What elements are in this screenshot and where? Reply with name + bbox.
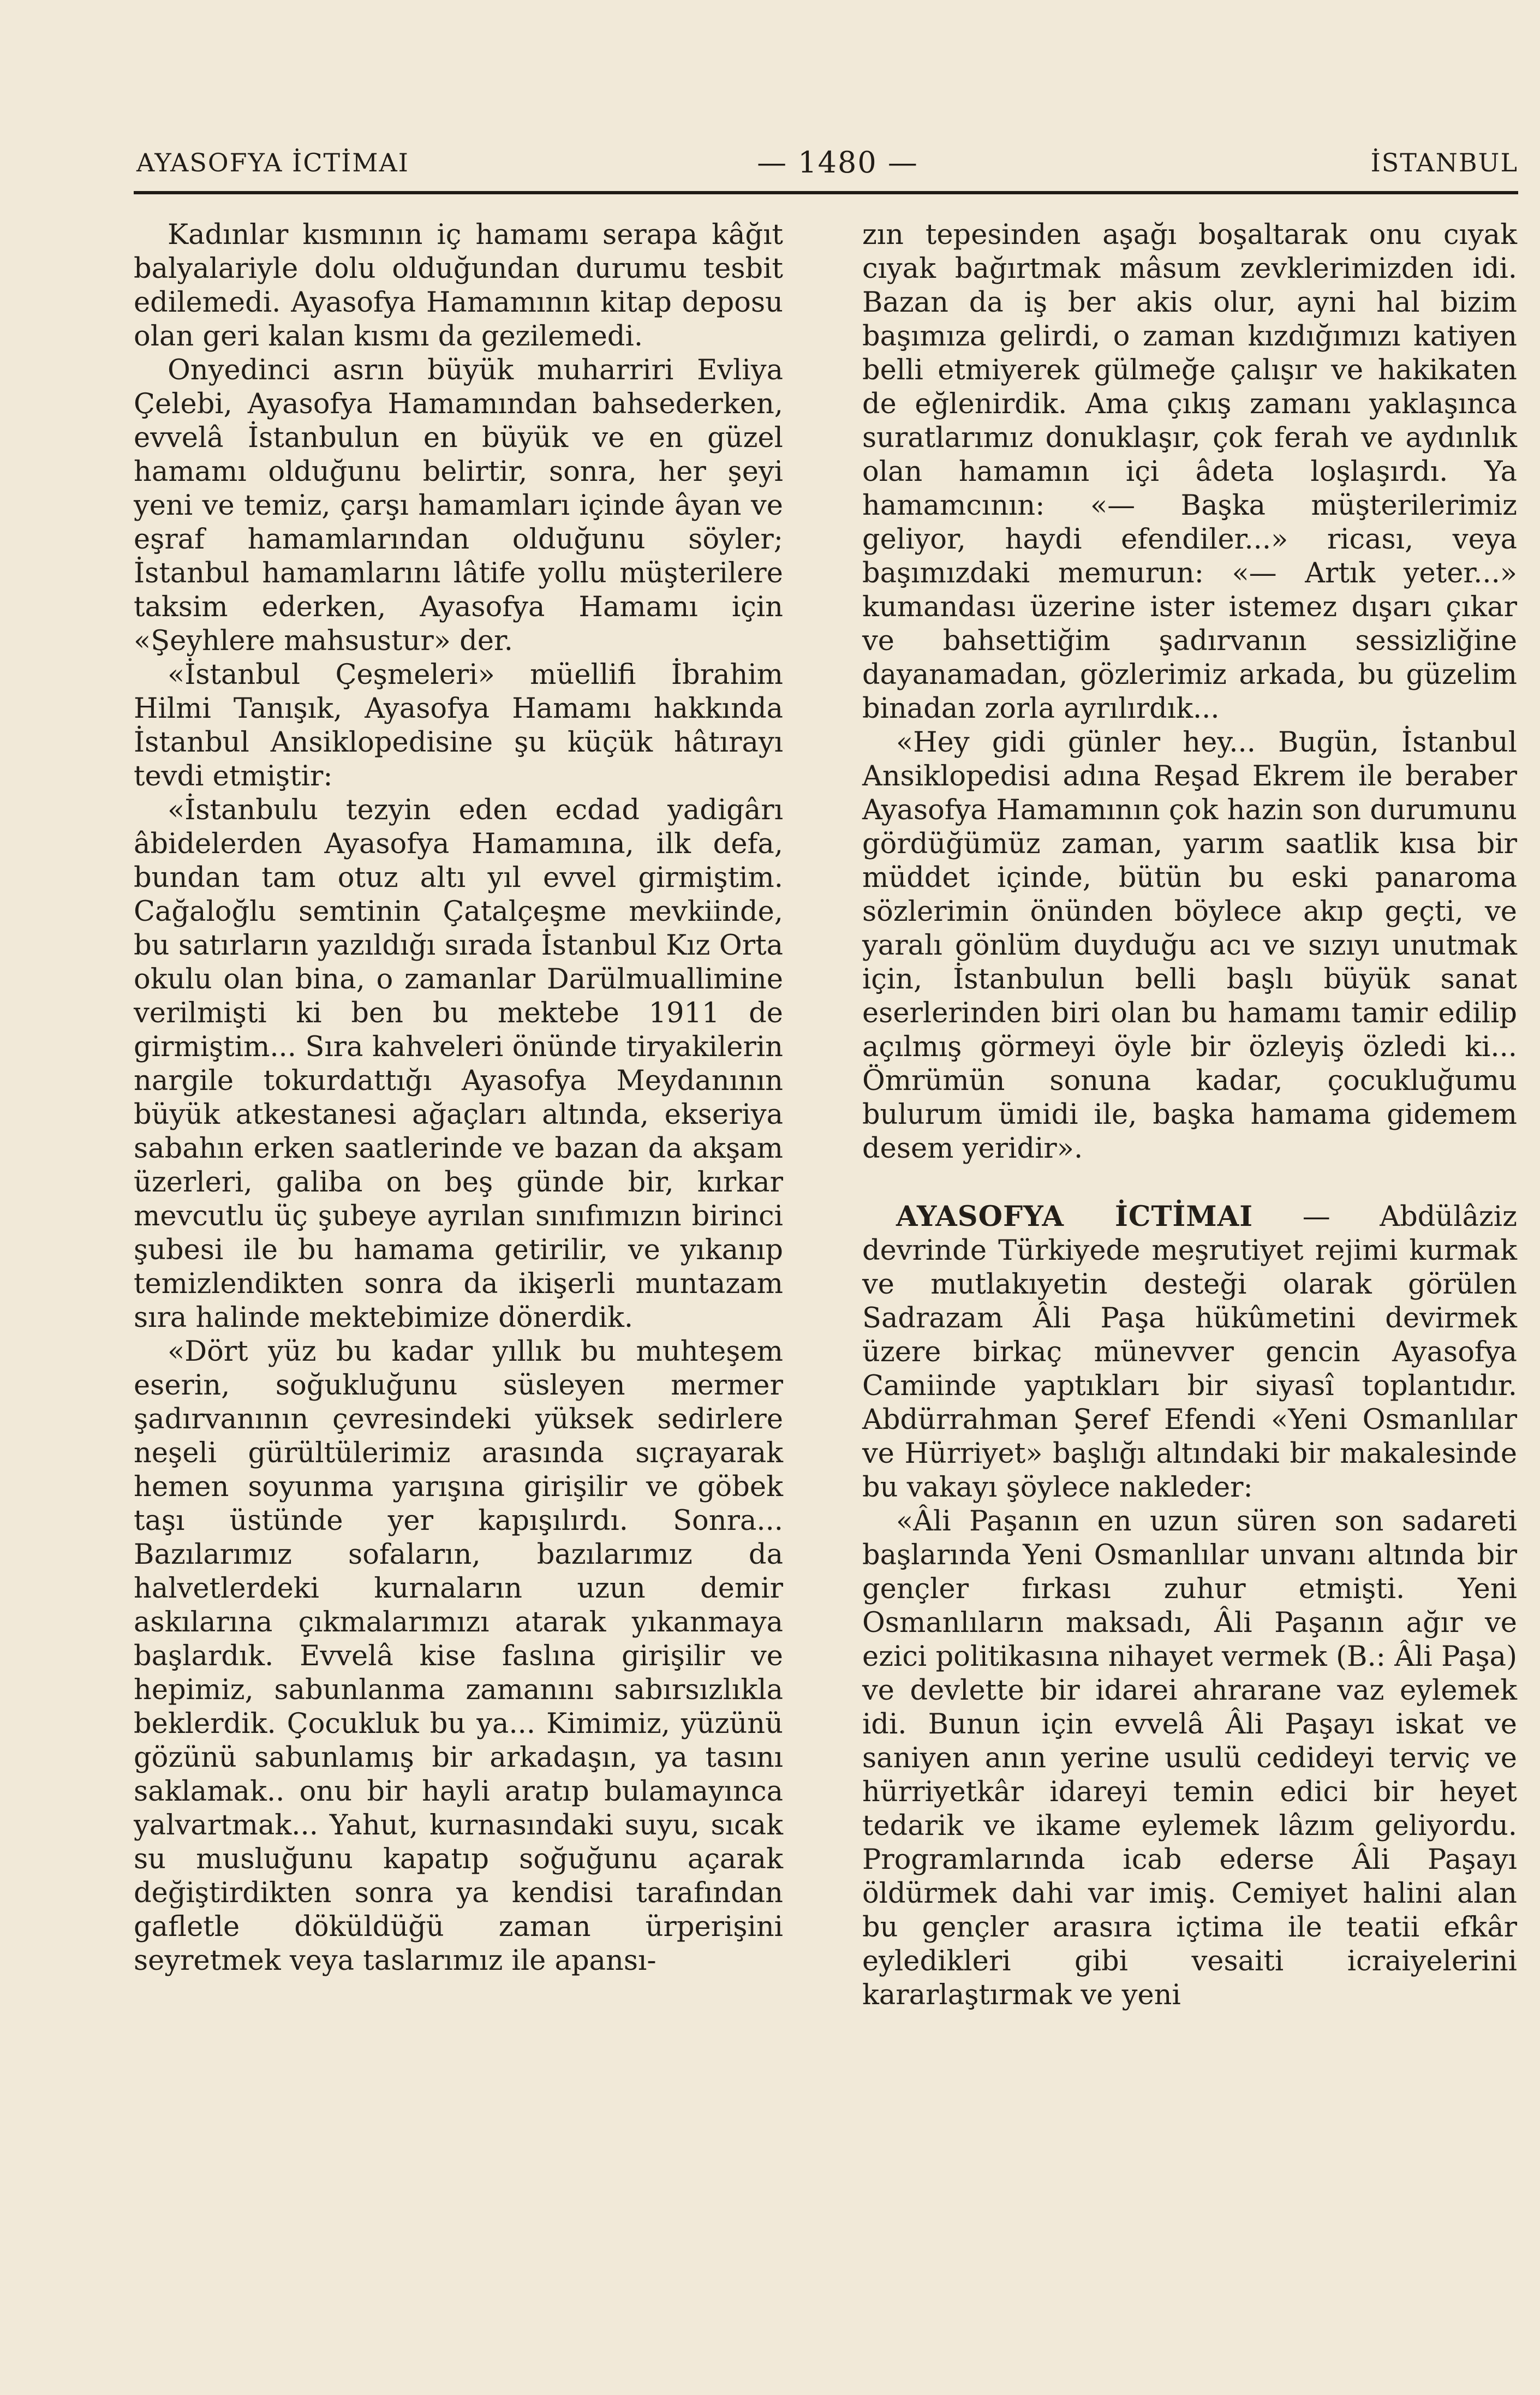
right-column	[862, 218, 1517, 2012]
section-gap	[862, 1166, 1517, 1200]
left-column	[134, 218, 783, 1978]
paragraph: Onyedinci asrın büyük muharriri Evliya Çelebi, Ayasofya Hamamından bahsederken, evvelâ İstanbulun en büyük ve en güzel hamamı olduğunu belirtir, sonra, her şeyi yeni ve temiz, çarşı hamamları içinde âyan ve eşraf hamamlarından olduğunu söyler; İstanbul hamamlarını lâtife yollu müşterilere taksim ederken, Ayasofya Hamamı için «Şeyhlere mahsustur» der.	[134, 354, 783, 657]
header-rule	[134, 191, 1518, 194]
running-head-right: İSTANBUL	[1370, 148, 1518, 177]
article-entry	[862, 1200, 1517, 1505]
paragraph: «Hey gidi günler hey... Bugün, İstanbul Ansiklopedisi adına Reşad Ekrem ile beraber Ayasofya Hamamının çok hazin son durumunu gördüğümüz zaman, yarım saatlik kısa bir müddet içinde, bütün bu eski panaroma sözlerimin önünden böylece akıp geçti, ve yaralı gönlüm duyduğu acı ve sızıyı unutmak için, İstanbulun belli başlı büyük sanat eserlerinden biri olan bu hamamı tamir edilip açılmış görmeyi öyle bir özleyiş özledi ki... Ömrümün sonuna kadar, çocukluğumu bulurum ümidi ile, başka hamama gidemem desem yeridir».	[862, 726, 1517, 1165]
paragraph: Kadınlar kısmının iç hamamı serapa kâğıt balyalariyle dolu olduğundan durumu tesbit edilemedi. Ayasofya Hamamının kitap deposu olan geri kalan kısmı da gezilemedi.	[134, 219, 783, 353]
paragraph: «Âli Paşanın en uzun süren son sadareti başlarında Yeni Osmanlılar unvanı altında bir gençler fırkası zuhur etmişti. Yeni Osmanlıların maksadı, Âli Paşanın ağır ve ezici politikasına nihayet vermek (B.: Âli Paşa) ve devlette bir idarei ahrarane vaz eylemek idi. Bunun için evvelâ Âli Paşayı iskat ve saniyen anın yerine usulü cedideyi terviç ve hürriyetkâr idareyi temin edici bir heyet tedarik ve ikame eylemek lâzım geliyordu. Programlarında icab ederse Âli Paşayı öldürmek dahi var imiş. Cemiyet halini alan bu gençler arasıra içtima ile teatii efkâr eyledikleri gibi vesaiti icraiyelerini kararlaştırmak ve yeni	[862, 1505, 1517, 2011]
article-title: AYASOFYA İCTİMAI	[896, 1200, 1254, 1233]
running-head-left: AYASOFYA İCTİMAI	[136, 148, 409, 177]
paragraph: «İstanbulu tezyin eden ecdad yadigârı âbidelerden Ayasofya Hamamına, ilk defa, bundan tam otuz altı yıl evvel girmiştim. Cağaloğlu semtinin Çatalçeşme mevkiinde, bu satırların yazıldığı sırada İstanbul Kız Orta okulu olan bina, o zamanlar Darülmuallimine verilmişti ki ben bu mektebe 1911 de girmiştim... Sıra kahveleri önünde tiryakilerin nargile tokurdattığı Ayasofya Meydanının büyük atkestanesi ağaçları altında, ekseriya sabahın erken saatlerinde ve bazan da akşam üzerleri, galiba on beş günde bir, kırkar mevcutlu üç şubeye ayrılan sınıfımızın birinci şubesi ile bu hamama getirilir, ve yıkanıp temizlendikten sonra da ikişerli muntazam sıra halinde mektebimize dönerdik.	[134, 794, 783, 1334]
page-number: — 1480 —	[757, 145, 918, 180]
paragraph: «İstanbul Çeşmeleri» müellifi İbrahim Hilmi Tanışık, Ayasofya Hamamı hakkında İstanbul Ansiklopedisine şu küçük hâtırayı tevdi etmiştir:	[134, 659, 783, 793]
paragraph: «Dört yüz bu kadar yıllık bu muhteşem eserin, soğukluğunu süsleyen mermer şadırvanının çevresindeki yüksek sedirlere neşeli gürültülerimiz arasında sıçrayarak hemen soyunma yarışına girişilir ve göbek taşı üstünde yer kapışılırdı. Sonra... Bazılarımız sofaların, bazılarımız da halvetlerdeki kurnaların uzun demir askılarına çıkmalarımızı atarak yıkanmaya başlardık. Evvelâ kise faslına girişilir ve hepimiz, sabunlanma zamanını sabırsızlıkla beklerdik. Çocukluk bu ya... Kimimiz, yüzünü gözünü sabunlamış bir arkadaşın, ya tasını saklamak.. onu bir hayli aratıp bulamayınca yalvartmak... Yahut, kurnasındaki suyu, sıcak su musluğunu kapatıp soğuğunu açarak değiştirdikten sonra ya kendisi tarafından gafletle döküldüğü zaman ürperişini seyretmek veya taslarımız ile apansı-	[134, 1336, 783, 1977]
article-text: — Abdülâziz devrinde Türkiyede meşrutiyet rejimi kurmak ve mutlakıyetin desteği olarak görülen Sadrazam Âli Paşa hükûmetini devirmek üzere birkaç münevver gencin Ayasofya Camiinde yaptıkları bir siyasî toplantıdır. Abdürrahman Şeref Efendi «Yeni Osmanlılar ve Hürriyet» başlığı altındaki bir makalesinde bu vakayı şöylece nakleder:	[862, 1201, 1517, 1504]
paragraph: zın tepesinden aşağı boşaltarak onu cıyak cıyak bağırtmak mâsum zevklerimizden idi. Bazan da iş ber akis olur, ayni hal bizim başımıza gelirdi, o zaman kızdığımızı katiyen belli etmiyerek gülmeğe çalışır ve hakikaten de eğlenirdik. Ama çıkış zamanı yaklaşınca suratlarımız donuklaşır, çok ferah ve aydınlık olan hamamın içi âdeta loşlaşırdı. Ya hamamcının: «— Başka müşterilerimiz geliyor, haydi efendiler...» ricası, veya başımızdaki memurun: «— Artık yeter...» kumandası üzerine ister istemez dışarı çıkar ve bahsettiğim şadırvanın sessizliğine dayanamadan, gözlerimiz arkada, bu güzelim binadan zorla ayrılırdık...	[862, 219, 1517, 725]
